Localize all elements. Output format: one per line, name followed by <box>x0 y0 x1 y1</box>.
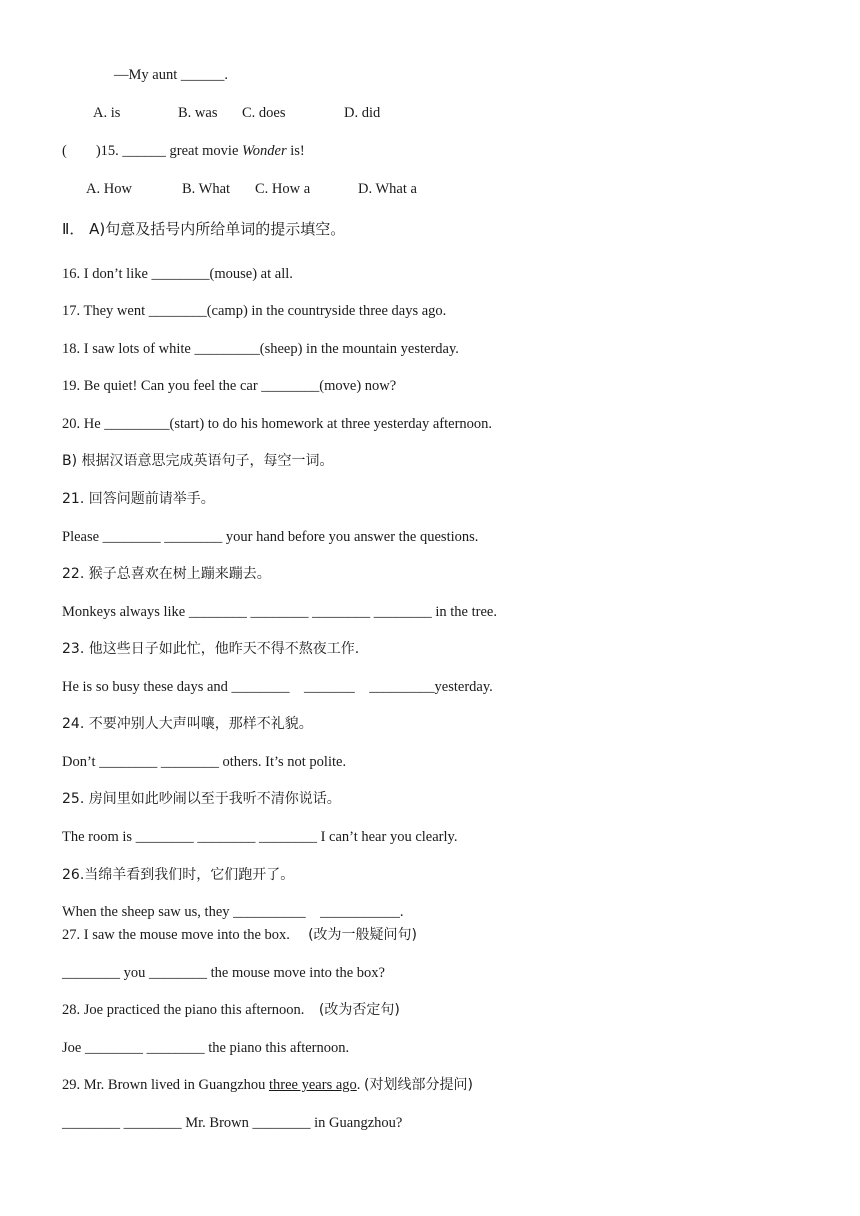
q28-instruction: (改为否定句) <box>318 1002 400 1018</box>
q21-chinese: 21. 回答问题前请举手。 <box>62 491 215 507</box>
q21-english: Please ________ ________ your hand before you answer the questions. <box>62 529 479 545</box>
q29-answer: ________ ________ Mr. Brown ________ in Guangzhou? <box>62 1115 403 1131</box>
q25-chinese: 25. 房间里如此吵闹以至于我听不清你说话。 <box>62 791 341 807</box>
part-b-heading: B) 根据汉语意思完成英语句子，每空一词。 <box>62 453 334 469</box>
q28-prompt-en: 28. Joe practiced the piano this afternoon. <box>62 1002 319 1018</box>
q25-english: The room is ________ ________ ________ I can’t hear you clearly. <box>62 829 458 845</box>
q23-chinese: 23. 他这些日子如此忙，他昨天不得不熬夜工作. <box>62 641 360 657</box>
q29-prompt-end: . <box>356 1077 365 1093</box>
q14-option-d: D. did <box>344 105 381 121</box>
q15-blank: ______ great movie <box>122 143 243 159</box>
q15-option-b: B. What <box>182 181 231 197</box>
q14-answer-line: —My aunt ______. <box>114 67 228 83</box>
q14-option-a: A. is <box>93 105 121 121</box>
q23-english: He is so busy these days and ________ _______ _________yesterday. <box>62 679 493 695</box>
q15-end: is! <box>286 143 305 159</box>
q27-answer: ________ you ________ the mouse move into the box? <box>62 965 385 981</box>
q24-chinese: 24. 不要冲别人大声叫嚷，那样不礼貌。 <box>62 716 313 732</box>
q15-option-d: D. What a <box>358 181 417 197</box>
q22-chinese: 22. 猴子总喜欢在树上蹦来蹦去。 <box>62 566 271 582</box>
q14-option-b: B. was <box>178 105 218 121</box>
q29-underlined-phrase: three years ago <box>269 1077 357 1093</box>
q26-chinese: 26.当绵羊看到我们时，它们跑开了。 <box>62 867 295 883</box>
q15-question <box>62 142 305 160</box>
q15-bracket: ( )15. <box>62 143 123 159</box>
q29-instruction: (对划线部分提问) <box>364 1077 473 1093</box>
q19-line: 19. Be quiet! Can you feel the car ________(move) now? <box>62 378 397 394</box>
q29-prompt-start: 29. Mr. Brown lived in Guangzhou <box>62 1077 270 1093</box>
q28-answer: Joe ________ ________ the piano this afternoon. <box>62 1040 350 1056</box>
q18-line: 18. I saw lots of white _________(sheep) in the mountain yesterday. <box>62 341 459 357</box>
q16-line: 16. I don’t like ________(mouse) at all. <box>62 266 293 282</box>
q26-english: When the sheep saw us, they __________ ___________. <box>62 904 404 920</box>
q29-prompt <box>62 1076 473 1094</box>
q15-option-a: A. How <box>86 181 132 197</box>
q27-prompt <box>62 926 417 944</box>
q17-line: 17. They went ________(camp) in the countryside three days ago. <box>62 303 447 319</box>
q28-prompt <box>62 1001 400 1019</box>
q14-option-c: C. does <box>242 105 286 121</box>
q27-prompt-en: 27. I saw the mouse move into the box. <box>62 927 309 943</box>
q15-option-c: C. How a <box>255 181 311 197</box>
q27-instruction: (改为一般疑问句) <box>308 927 417 943</box>
section-heading: Ⅱ． A)句意及括号内所给单词的提示填空。 <box>62 220 346 238</box>
q24-english: Don’t ________ ________ others. It’s not polite. <box>62 754 347 770</box>
q15-italic-title: Wonder <box>242 143 287 159</box>
q22-english: Monkeys always like ________ ________ ________ ________ in the tree. <box>62 604 497 620</box>
q20-line: 20. He _________(start) to do his homework at three yesterday afternoon. <box>62 416 493 432</box>
